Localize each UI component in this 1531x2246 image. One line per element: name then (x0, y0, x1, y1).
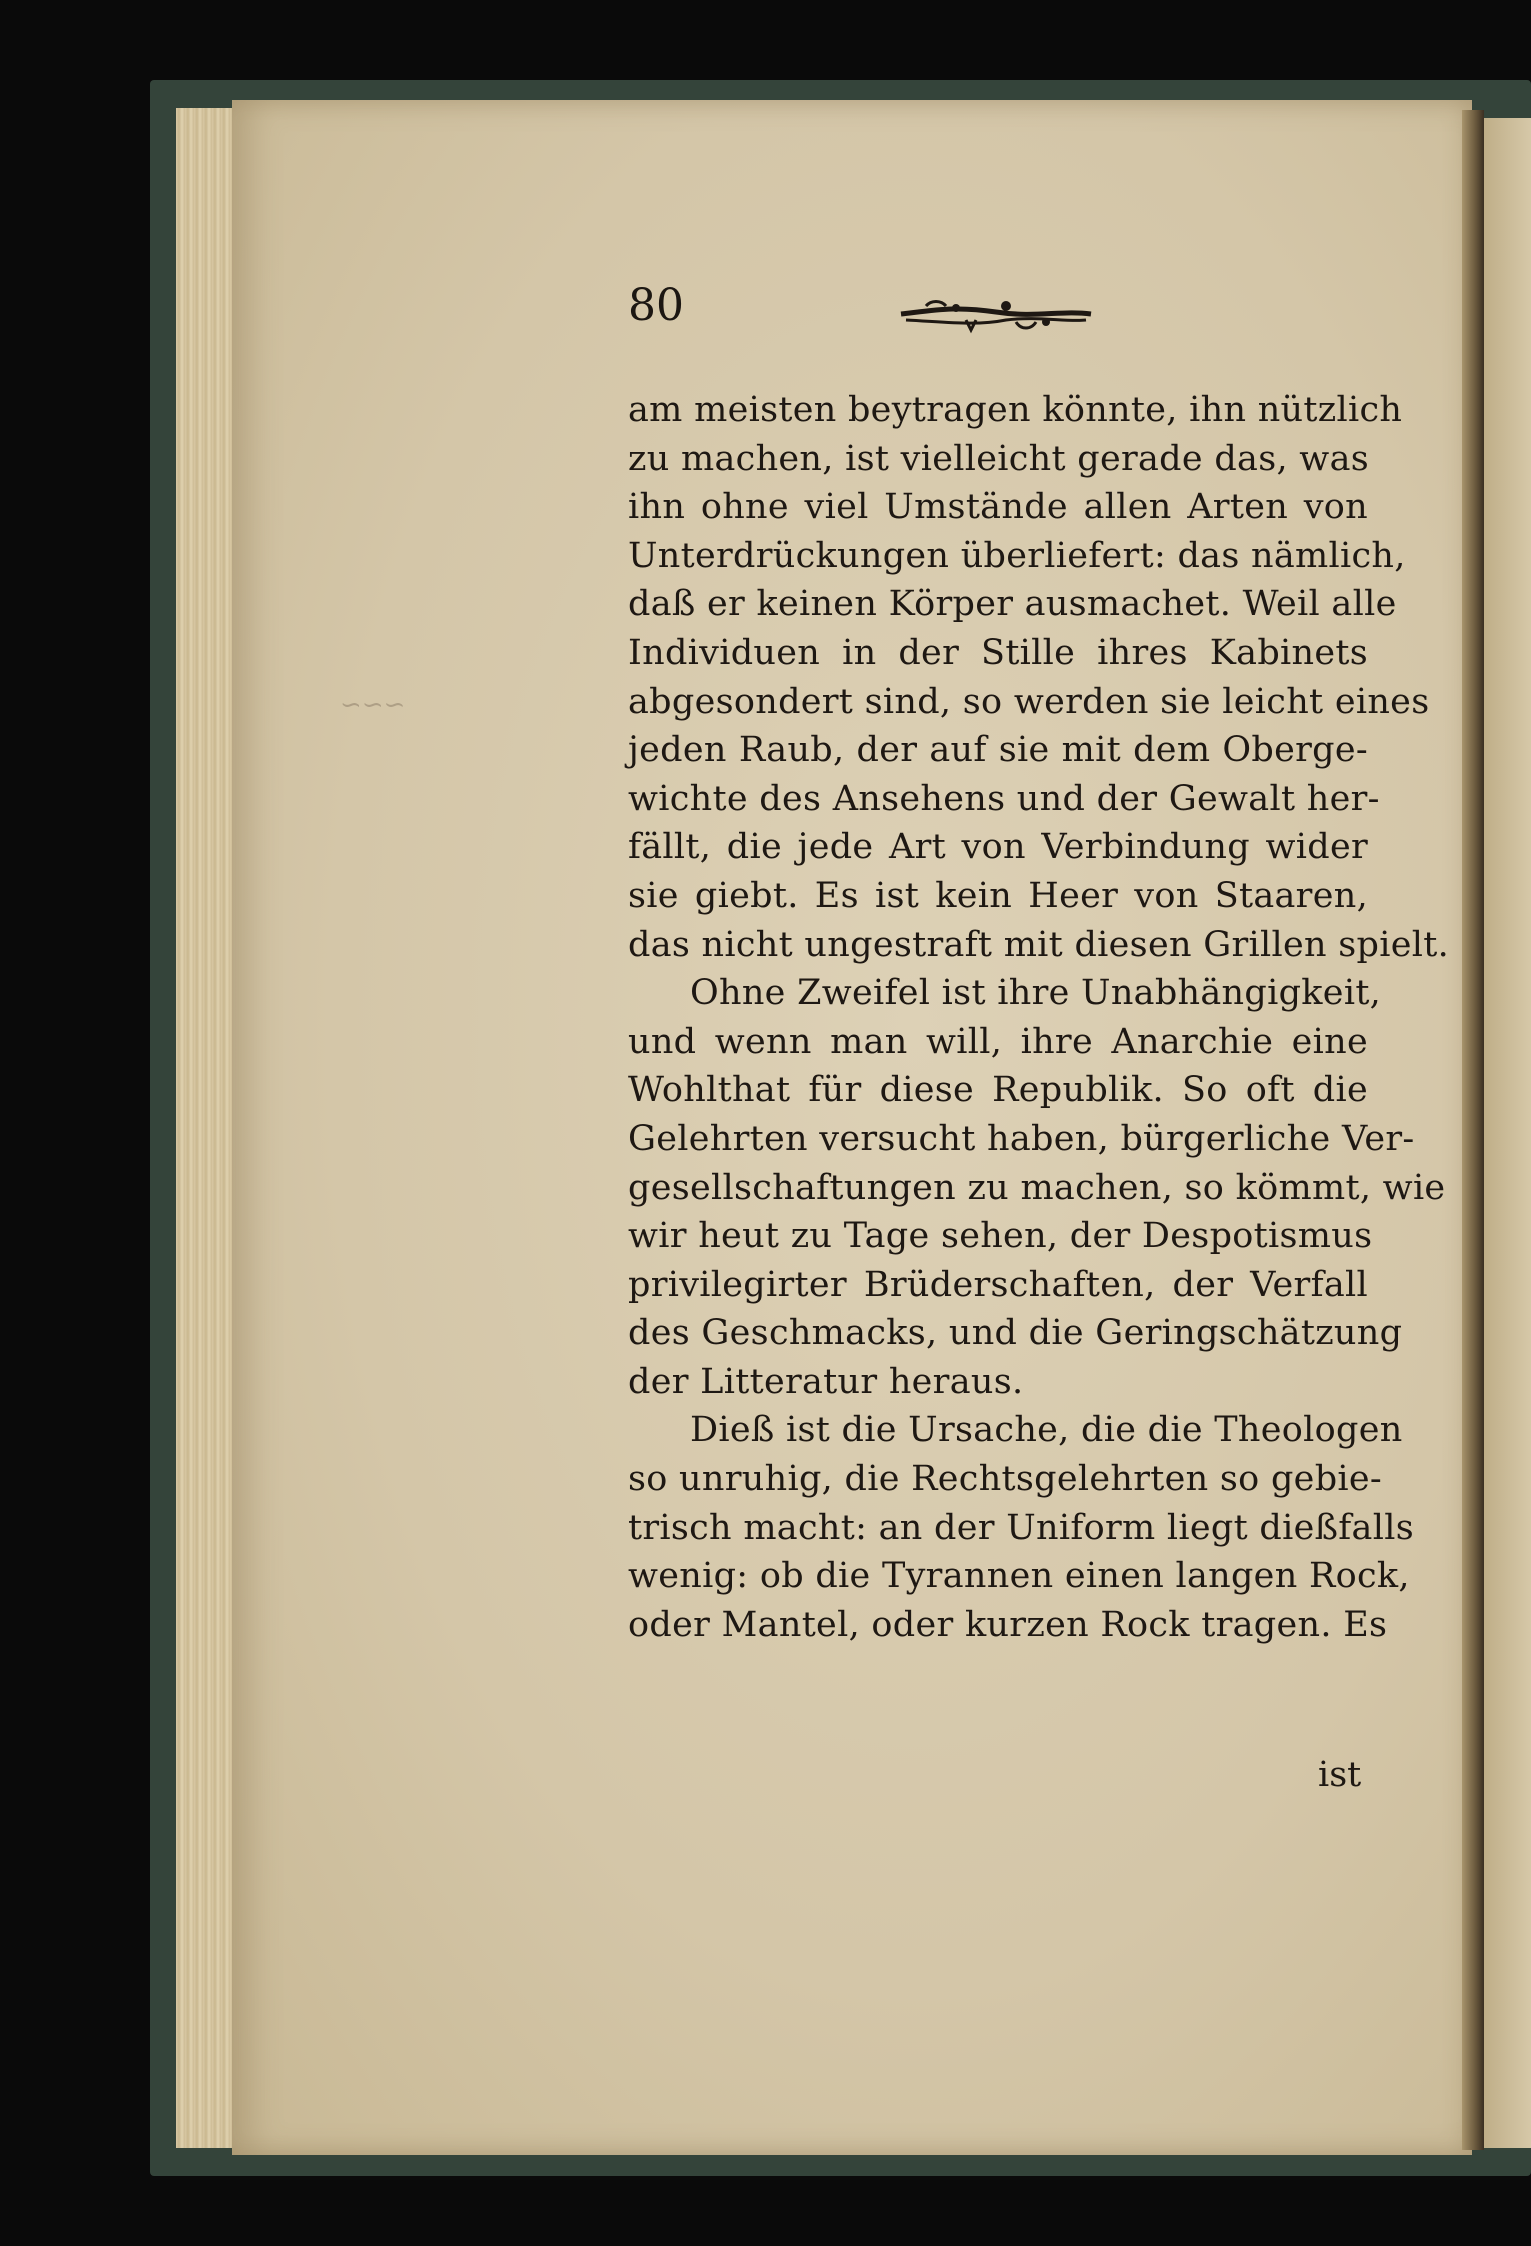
text-line: wichte des Ansehens und der Gewalt her- (628, 778, 1380, 819)
text-line: des Geschmacks, und die Geringschätzung (628, 1313, 1403, 1354)
text-line: fällt, die jede Art von Verbindung wider (628, 827, 1368, 868)
bleed-through-mark: ~~~ (340, 690, 406, 720)
text-line: das nicht ungestraft mit diesen Grillen spielt. (628, 924, 1450, 965)
text-line: oder Mantel, oder kurzen Rock tragen. Es (628, 1604, 1388, 1645)
text-line: daß er keinen Körper ausmachet. Weil alle (628, 584, 1397, 625)
text-line: Gelehrten versucht haben, bürgerliche Ver- (628, 1118, 1415, 1159)
text-line: Unterdrückungen überliefert: das nämlich, (628, 535, 1406, 576)
ornament-icon (896, 292, 1096, 336)
text-line: gesellschaftungen zu machen, so kömmt, wie (628, 1167, 1446, 1208)
gutter (1462, 110, 1484, 2150)
page-number: 80 (628, 280, 684, 331)
text-line: ihn ohne viel Umstände allen Arten von (628, 487, 1368, 528)
catchword: ist (1318, 1755, 1362, 1795)
page-header (628, 278, 1108, 348)
text-line: sie giebt. Es ist kein Heer von Staaren, (628, 875, 1368, 916)
text-line: Ohne Zweifel ist ihre Unabhängigkeit, (690, 973, 1382, 1014)
text-line: wir heut zu Tage sehen, der Despotismus (628, 1216, 1373, 1257)
text-line: der Litteratur heraus. (628, 1361, 1024, 1402)
text-line: trisch macht: an der Uniform liegt dießfalls (628, 1507, 1414, 1548)
text-line: zu machen, ist vielleicht gerade das, was (628, 438, 1369, 479)
text-line: abgesondert sind, so werden sie leicht eines (628, 681, 1430, 722)
text-line: jeden Raub, der auf sie mit dem Oberge- (628, 730, 1368, 771)
text-line: privilegirter Brüderschaften, der Verfall (628, 1264, 1368, 1305)
text-line: und wenn man will, ihre Anarchie eine (628, 1021, 1368, 1062)
text-line: Wohlthat für diese Republik. So oft die (628, 1070, 1368, 1111)
text-line: wenig: ob die Tyrannen einen langen Rock, (628, 1556, 1410, 1597)
facing-page-edge (1484, 118, 1531, 2148)
text-line: am meisten beytragen könnte, ihn nützlich (628, 390, 1403, 430)
text-line: so unruhig, die Rechtsgelehrten so gebie- (628, 1459, 1383, 1500)
body-text (628, 386, 1450, 1649)
text-line: Dieß ist die Ursache, die die Theologen (690, 1410, 1403, 1451)
text-line: Individuen in der Stille ihres Kabinets (628, 632, 1368, 673)
